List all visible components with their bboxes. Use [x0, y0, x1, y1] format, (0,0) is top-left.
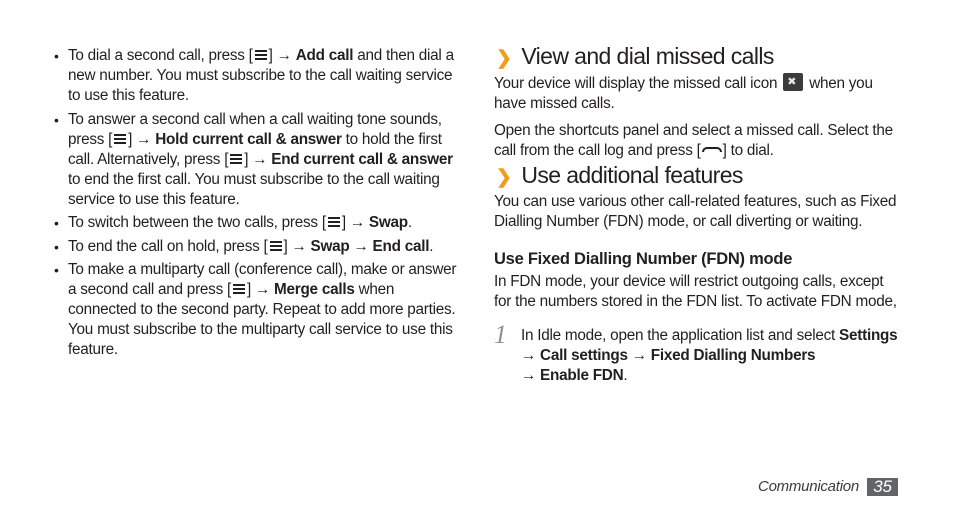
paragraph: In FDN mode, your device will restrict outgoing calls, except for the numbers stored in the FDN list. To activate FDN mode, [494, 273, 897, 310]
chapter-label: Communication [758, 478, 859, 495]
page-number: 35 [867, 478, 898, 496]
chevron-right-icon: ❯ [496, 167, 512, 188]
swap-label: Swap [310, 237, 350, 255]
step-item: 1 In Idle mode, open the application list and select Settings → Call settings → Fixed Dialling Numbers → Enable FDN. [494, 320, 898, 384]
hold-answer-label: Hold current call & answer [155, 130, 342, 148]
menu-key-icon [113, 134, 127, 145]
chevron-right-icon: ❯ [496, 48, 512, 69]
swap-label: Swap [368, 214, 408, 231]
list-item: • To answer a second call when a call waiting tone sounds, press [ ] → Hold current call & answer to hold the first call. Alternatively, press [ ] → End current call & answer to end the first call. You must subscribe to the call waiting service to use this feature. [52, 110, 460, 210]
paragraph: Your device will display the missed call icon ✖ when you have missed calls. [494, 73, 899, 114]
step-number: 1 [494, 320, 507, 349]
list-item: • To dial a second call, press [ ] → Add call and then dial a new number. You must subscribe to the call waiting service to use this feature. [52, 46, 460, 106]
paragraph: You can use various other call-related features, such as Fixed Dialling Number (FDN) mode, or call diverting or waiting. [494, 193, 897, 230]
section-heading-missed-calls: ❯ View and dial missed calls [496, 43, 774, 69]
call-key-icon [701, 146, 723, 154]
menu-key-icon [269, 241, 283, 252]
list-item: • To make a multiparty call (conference call), make or answer a second call and press [ ] → Merge calls when connected to the second party. Repeat to add more parties. You must subscribe to the multiparty call service to use this feature. [52, 260, 460, 360]
list-item: • To end the call on hold, press [ ] → Swap → End call. [52, 237, 460, 257]
call-tips-list [52, 46, 460, 360]
missed-call-icon [783, 73, 803, 91]
subsection-heading-fdn: Use Fixed Dialling Number (FDN) mode [494, 250, 793, 268]
left-column [52, 46, 460, 364]
end-answer-label: End current call & answer [271, 150, 453, 168]
menu-key-icon [229, 154, 243, 165]
paragraph: Open the shortcuts panel and select a missed call. Select the call from the call log and press [ ] to dial. [494, 122, 893, 159]
section-heading-additional-features: ❯ Use additional features [496, 162, 743, 188]
menu-key-icon [254, 50, 268, 61]
menu-key-icon [327, 217, 341, 228]
list-item: • To switch between the two calls, press [ ] → Swap. [52, 213, 460, 233]
end-call-label: End call [372, 237, 430, 255]
merge-calls-label: Merge calls [274, 281, 355, 298]
add-call-label: Add call [295, 47, 354, 64]
right-column [494, 42, 899, 386]
page-footer [758, 477, 898, 495]
menu-key-icon [232, 284, 246, 295]
